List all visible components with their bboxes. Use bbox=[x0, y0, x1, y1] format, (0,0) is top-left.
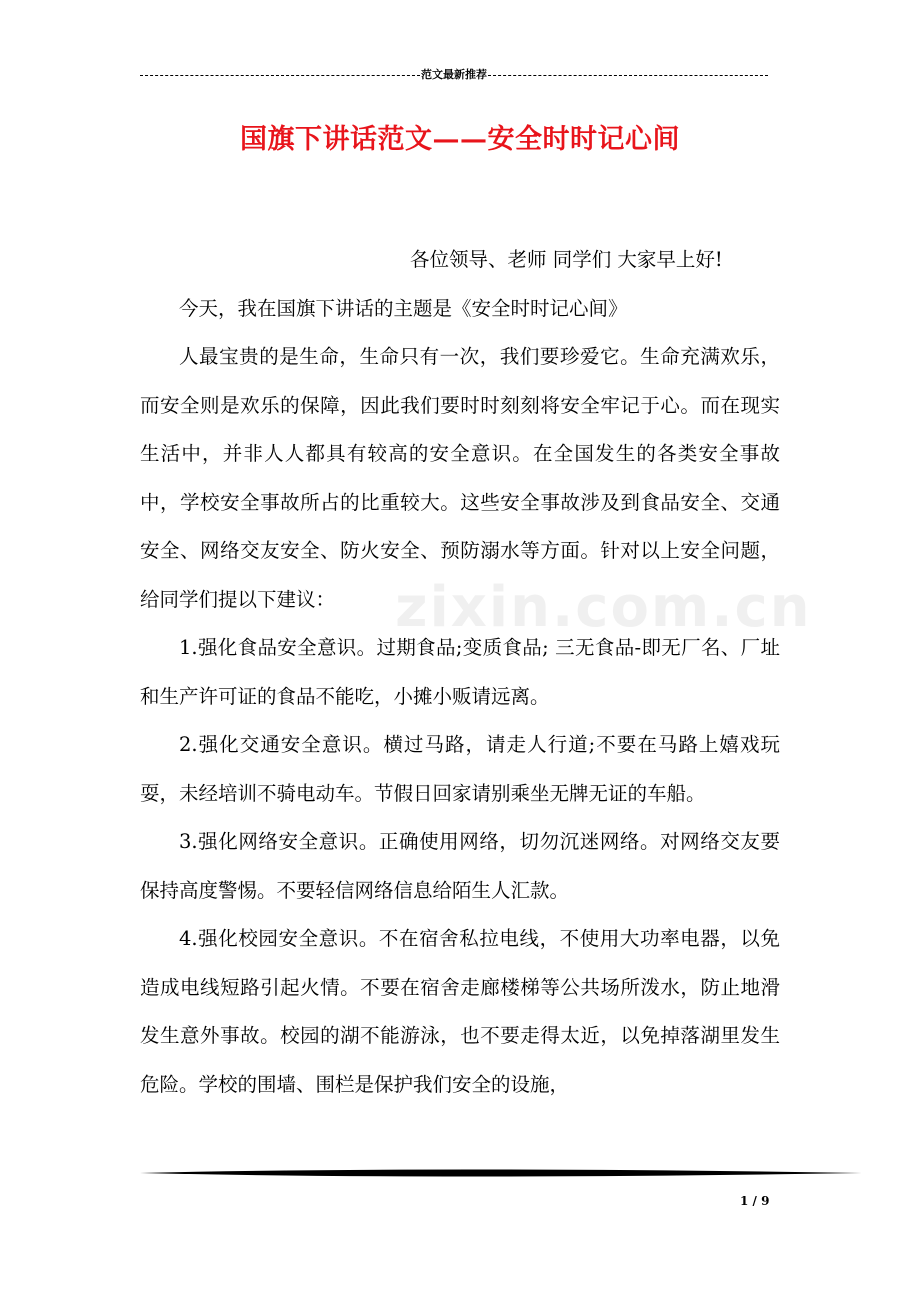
watermark: zixin.com.cn bbox=[395, 575, 812, 640]
topic-paragraph: 今天，我在国旗下讲话的主题是《安全时时记心间》 bbox=[179, 296, 628, 320]
campus-safety-paragraph: 4.强化校园安全意识。不在宿舍私拉电线，不使用大功率电器，以免造成电线短路引起火情。不要在宿舍走廊楼梯等公共场所泼水，防止地滑发生意外事故。校园的湖不能游泳，也不要走得太近，以免掉落湖里发生危险。学校的围墙、围栏是保护我们安全的设施， bbox=[140, 927, 780, 1096]
header-dash-left bbox=[140, 75, 420, 76]
page-number: 1 / 9 bbox=[740, 1194, 770, 1208]
traffic-safety-paragraph: 2.强化交通安全意识。横过马路，请走人行道;不要在马路上嬉戏玩耍，未经培训不骑电动车。节假日回家请别乘坐无牌无证的车船。 bbox=[140, 733, 780, 805]
page-header bbox=[140, 68, 768, 82]
document-title: 国旗下讲话范文——安全时时记心间 bbox=[240, 124, 680, 155]
intro-paragraph: 人最宝贵的是生命，生命只有一次，我们要珍爱它。生命充满欢乐，而安全则是欢乐的保障，因此我们要时时刻刻将安全牢记于心。而在现实生活中，并非人人都具有较高的安全意识。在全国发生的各类安全事故中，学校安全事故所占的比重较大。这些安全事故涉及到食品安全、交通安全、网络交友安全、防火安全、预防溺水等方面。针对以上安全问题，给同学们提以下建议： bbox=[140, 345, 780, 611]
food-safety-paragraph: 1.强化食品安全意识。过期食品;变质食品; 三无食品-即无厂名、厂址和生产许可证的食品不能吃，小摊小贩请远离。 bbox=[140, 636, 780, 708]
footer-divider bbox=[140, 1166, 862, 1180]
header-label: 范文最新推荐 bbox=[421, 68, 487, 81]
network-safety-paragraph: 3.强化网络安全意识。正确使用网络，切勿沉迷网络。对网络交友要保持高度警惕。不要轻信网络信息给陌生人汇款。 bbox=[140, 830, 780, 902]
document-body bbox=[140, 236, 780, 1109]
greeting-paragraph: 各位领导、老师 同学们 大家早上好! bbox=[410, 248, 723, 271]
header-dash-right bbox=[488, 75, 768, 76]
